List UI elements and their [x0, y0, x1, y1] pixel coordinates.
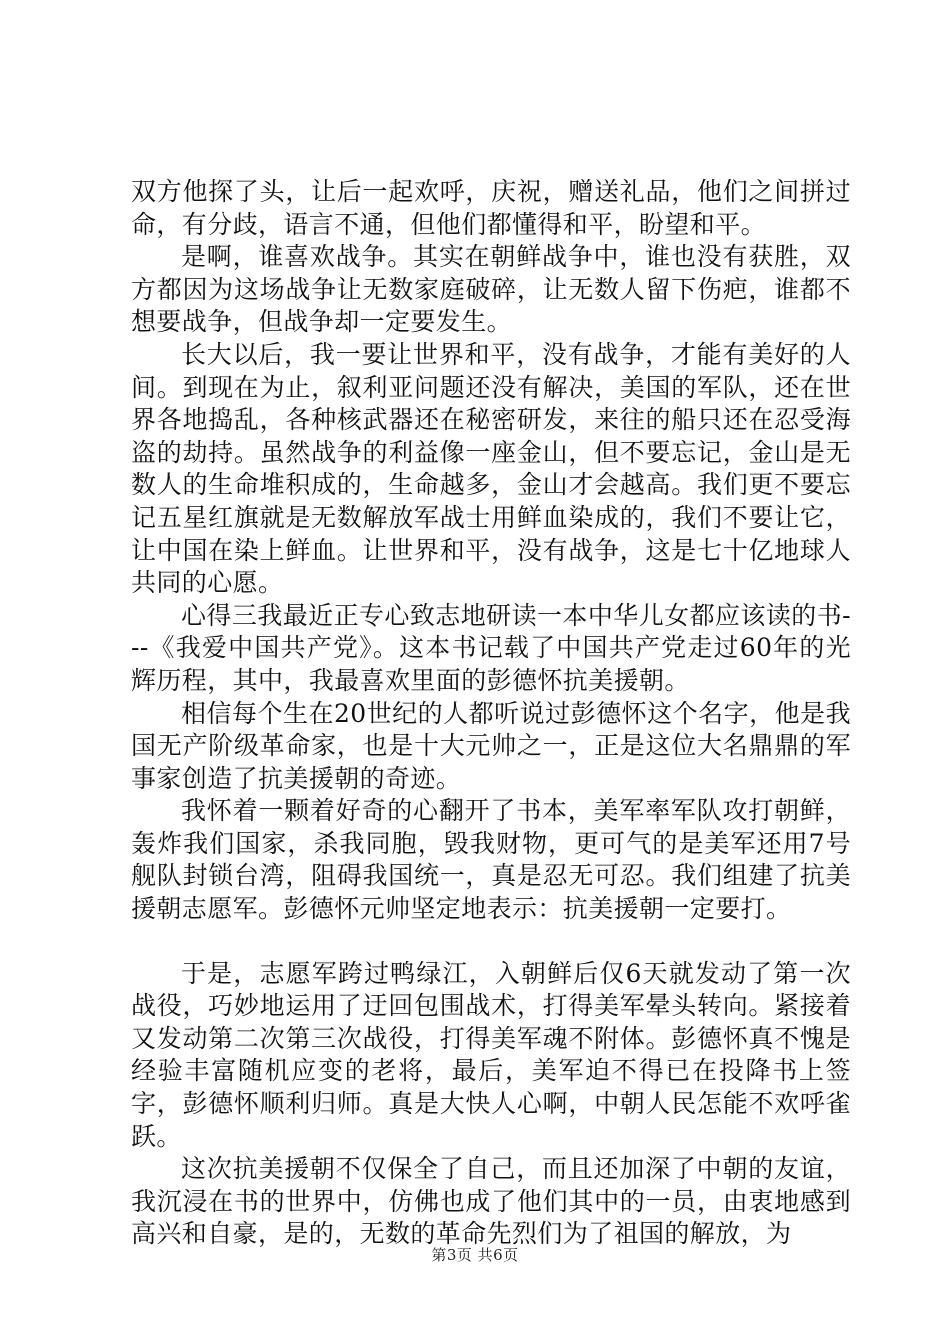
page-number-footer: 第3页 共6页: [431, 1246, 519, 1264]
paragraph-5: 相信每个生在20世纪的人都听说过彭德怀这个名字，他是我国无产阶级革命家，也是十大元帅之一，正是这位大名鼎鼎的军事家创造了抗美援朝的奇迹。: [131, 698, 851, 793]
paragraph-4: 心得三我最近正专心致志地研读一本中华儿女都应该读的书---《我爱中国共产党》。这本书记载了中国共产党走过60年的光辉历程，其中，我最喜欢里面的彭德怀抗美援朝。: [131, 600, 851, 695]
paragraph-7: 于是，志愿军跨过鸭绿江，入朝鲜后仅6天就发动了第一次战役，巧妙地运用了迂回包围战术，打得美军晕头转向。紧接着又发动第二次第三次战役，打得美军魂不附体。彭德怀真不愧是经验丰富随机应变的老将，最后，美军迫不得已在投降书上签字，彭德怀顺利归师。真是大快人心啊，中朝人民怎能不欢呼雀跃。: [131, 958, 851, 1151]
paragraph-6: 我怀着一颗着好奇的心翻开了书本，美军率军队攻打朝鲜，轰炸我们国家，杀我同胞，毁我财物，更可气的是美军还用7号舰队封锁台湾，阻碍我国统一，真是忍无可忍。我们组建了抗美援朝志愿军。彭德怀元帅坚定地表示：抗美援朝一定要打。: [131, 796, 851, 924]
paragraph-1: 双方他探了头，让后一起欢呼，庆祝，赠送礼品，他们之间拼过命，有分歧，语言不通，但他们都懂得和平，盼望和平。: [131, 177, 851, 239]
paragraph-3: 长大以后，我一要让世界和平，没有战争，才能有美好的人间。到现在为止，叙利亚问题还没有解决，美国的军队，还在世界各地捣乱，各种核武器还在秘密研发，来往的船只还在忍受海盗的劫持。虽然战争的利益像一座金山，但不要忘记，金山是无数人的生命堆积成的，生命越多，金山才会越高。我们更不要忘记五星红旗就是无数解放军战士用鲜血染成的，我们不要让它，让中国在染上鲜血。让世界和平，没有战争，这是七十亿地球人共同的心愿。: [131, 339, 851, 598]
paragraph-8: 这次抗美援朝不仅保全了自己，而且还加深了中朝的友谊，我沉浸在书的世界中，仿佛也成了他们其中的一员，由衷地感到高兴和自豪，是的，无数的革命先烈们为了祖国的解放，为: [131, 1154, 851, 1249]
paragraph-2: 是啊，谁喜欢战争。其实在朝鲜战争中，谁也没有获胜，双方都因为这场战争让无数家庭破碎，让无数人留下伤疤，谁都不想要战争，但战争却一定要发生。: [131, 242, 851, 337]
document-body: [131, 176, 851, 1251]
